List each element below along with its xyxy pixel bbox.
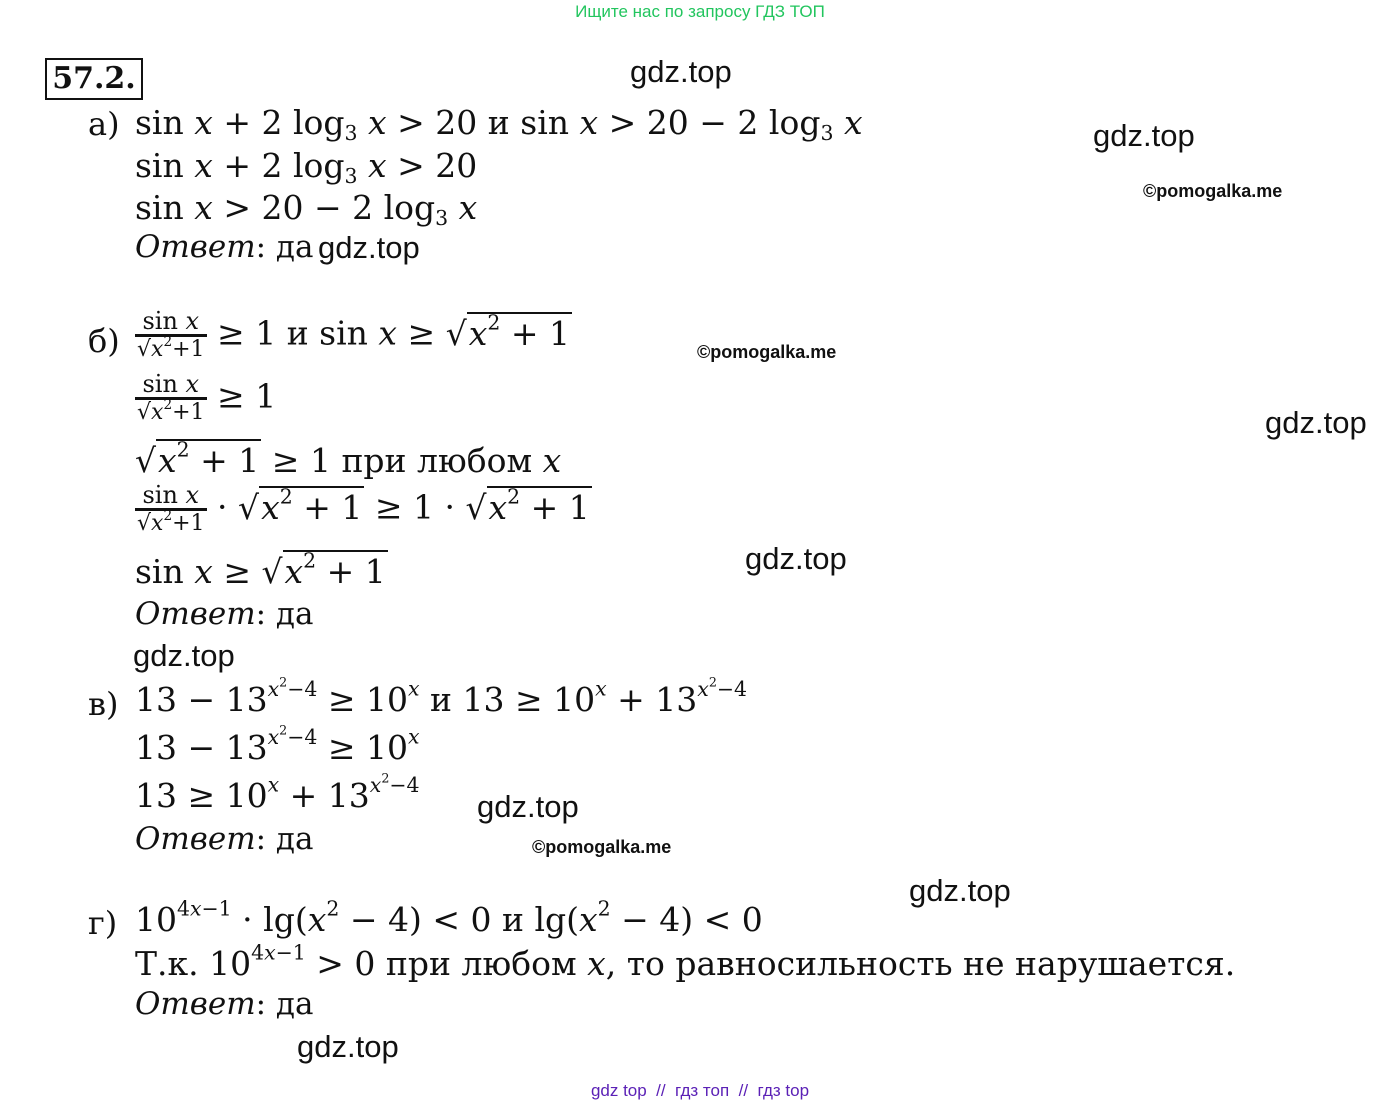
watermark-gdz: gdz.top	[745, 541, 847, 576]
watermark-pomogalka: ©pomogalka.me	[532, 837, 672, 857]
conjunction-and: и	[487, 103, 510, 142]
watermark-gdz: gdz.top	[318, 230, 420, 265]
watermark-gdz: gdz.top	[297, 1029, 399, 1064]
formula-b-line2: $√x^2 + 1 \ge 1$ при любом x	[135, 437, 562, 480]
watermark-gdz: gdz.top	[1093, 118, 1195, 153]
search-hint-banner[interactable]: Ищите нас по запросу ГДЗ ТОП	[575, 2, 825, 21]
part-label-v: в)	[88, 685, 119, 723]
formula-g-explanation: Т.к. $10^{4x-1} > 0$ при любом x, то равносильность не нарушается.	[135, 940, 1236, 983]
watermark-gdz: gdz.top	[1265, 405, 1367, 440]
footer-links[interactable]: gdz top // гдз топ // гдз top	[590, 1081, 810, 1100]
formula-v-system: $13 - 13^{x^2-4} \ge 10^x$ и $13 \ge 10^x + 13^{x^2-4}$	[135, 674, 748, 719]
part-label-a: а)	[88, 105, 120, 143]
answer-g: Ответ: да	[135, 986, 314, 1022]
watermark-pomogalka: ©pomogalka.me	[697, 342, 837, 362]
formula-b-line4: $\sin x \ge √x^2 + 1$	[135, 548, 386, 591]
watermark-gdz: gdz.top	[909, 873, 1011, 908]
answer-b: Ответ: да	[135, 596, 314, 632]
problem-number: 57.2.	[45, 58, 143, 100]
watermark-pomogalka: ©pomogalka.me	[1143, 181, 1283, 201]
formula-b-system: $\frac{\text{sin x}}{√x^2+1}$ ≥ 1 и $\sin x \ge √x^2 + 1$	[137, 307, 570, 362]
formula-b-line3: $\frac{\text{sin x}}{√x^2+1}$ · $√x^2 + 1 \ge 1 \cdot √x^2 + 1$	[137, 481, 590, 536]
formula-v-line2: $13 \ge 10^x + 13^{x^2-4}$	[135, 770, 420, 815]
watermark-gdz: gdz.top	[477, 789, 579, 824]
part-label-b: б)	[88, 322, 120, 360]
formula-a-line2: sin x > 20 − 2 $\log_3 x$	[135, 188, 478, 231]
answer-v: Ответ: да	[135, 821, 314, 857]
formula-a-system: sin x + 2 $\log_3 x > 20$ и sin x > 20 − 2 $\log_3 x$	[135, 103, 863, 146]
formula-g-system: $10^{4x-1} \cdot \lg(x^2 - 4) < 0$ и $\lg(x^2 - 4) < 0$	[135, 896, 763, 939]
watermark-gdz: gdz.top	[133, 638, 235, 673]
formula-b-line1: $\frac{\text{sin x}}{√x^2+1}$ ≥ 1	[137, 370, 277, 425]
formula-a-line1: sin x + 2 $\log_3 x > 20$	[135, 146, 478, 189]
answer-a: Ответ: да	[135, 229, 314, 265]
formula-v-line1: $13 - 13^{x^2-4} \ge 10^x$	[135, 722, 420, 767]
part-label-g: г)	[88, 904, 118, 942]
watermark-gdz: gdz.top	[630, 54, 732, 89]
